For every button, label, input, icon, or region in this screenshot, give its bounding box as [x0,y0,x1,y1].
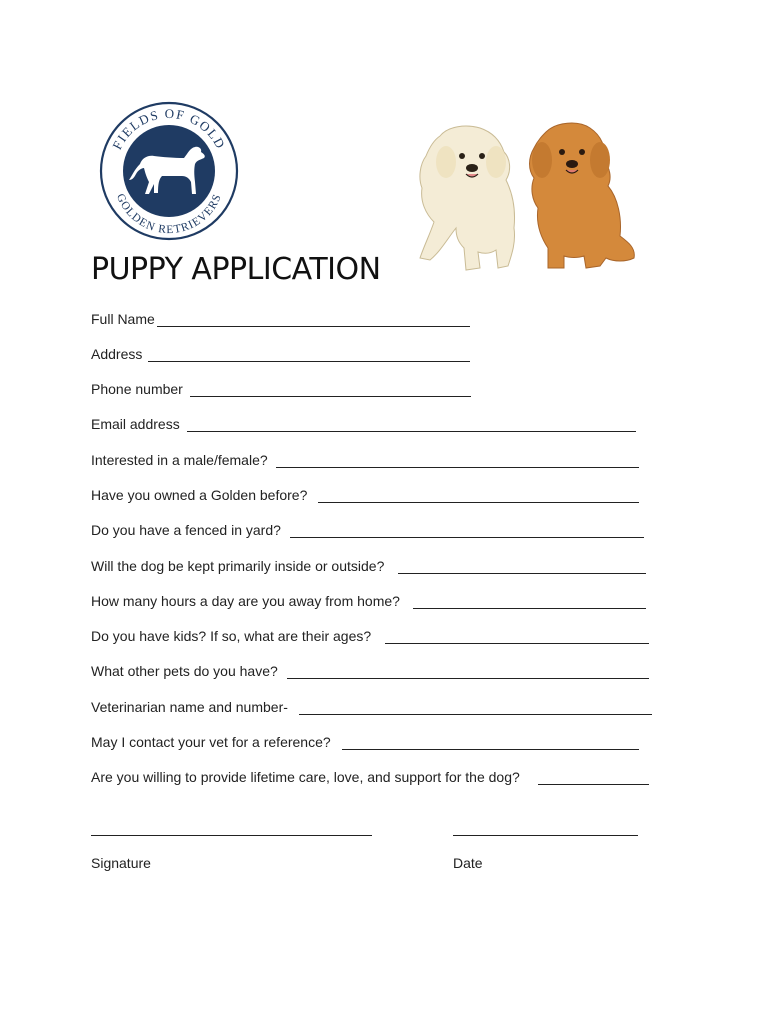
lifetime-care-label: Are you willing to provide lifetime care, love, and support for the dog? [91,769,520,785]
veterinarian-line[interactable] [299,714,652,715]
fenced-yard-line[interactable] [290,537,644,538]
contact-vet-label: May I contact your vet for a reference? [91,734,331,750]
hours-away-line[interactable] [413,608,646,609]
contact-vet-line[interactable] [342,749,639,750]
fenced-yard-label: Do you have a fenced in yard? [91,522,281,538]
cream-golden-retriever-icon [420,126,515,270]
phone-number-label: Phone number [91,381,183,397]
address-line[interactable] [148,361,470,362]
email-address-label: Email address [91,416,180,432]
inside-outside-line[interactable] [398,573,646,574]
phone-number-line[interactable] [190,396,471,397]
inside-outside-label: Will the dog be kept primarily inside or outside? [91,558,385,574]
owned-golden-label: Have you owned a Golden before? [91,487,308,503]
male-female-label: Interested in a male/female? [91,452,268,468]
owned-golden-line[interactable] [318,502,639,503]
veterinarian-label: Veterinarian name and number- [91,699,288,715]
kids-ages-label: Do you have kids? If so, what are their ages? [91,628,372,644]
other-pets-line[interactable] [287,678,649,679]
kids-ages-line[interactable] [385,643,649,644]
full-name-label: Full Name [91,311,155,327]
date-label: Date [453,855,483,871]
signature-line[interactable] [91,835,372,836]
two-golden-retrievers-illustration-icon [400,118,640,278]
hours-away-label: How many hours a day are you away from home? [91,593,400,609]
fields-of-gold-logo [96,98,242,244]
signature-label: Signature [91,855,151,871]
email-address-line[interactable] [187,431,636,432]
logo-arc-bottom-text: GOLDEN RETRIEVERS [113,192,225,237]
other-pets-label: What other pets do you have? [91,663,278,679]
logo-arc-top-text: FIELDS OF GOLD [109,105,229,152]
date-line[interactable] [453,835,638,836]
male-female-line[interactable] [276,467,639,468]
page-title: PUPPY APPLICATION [91,252,381,287]
lifetime-care-line[interactable] [538,784,649,785]
red-golden-retriever-icon [530,123,635,268]
full-name-line[interactable] [157,326,470,327]
address-label: Address [91,346,143,362]
